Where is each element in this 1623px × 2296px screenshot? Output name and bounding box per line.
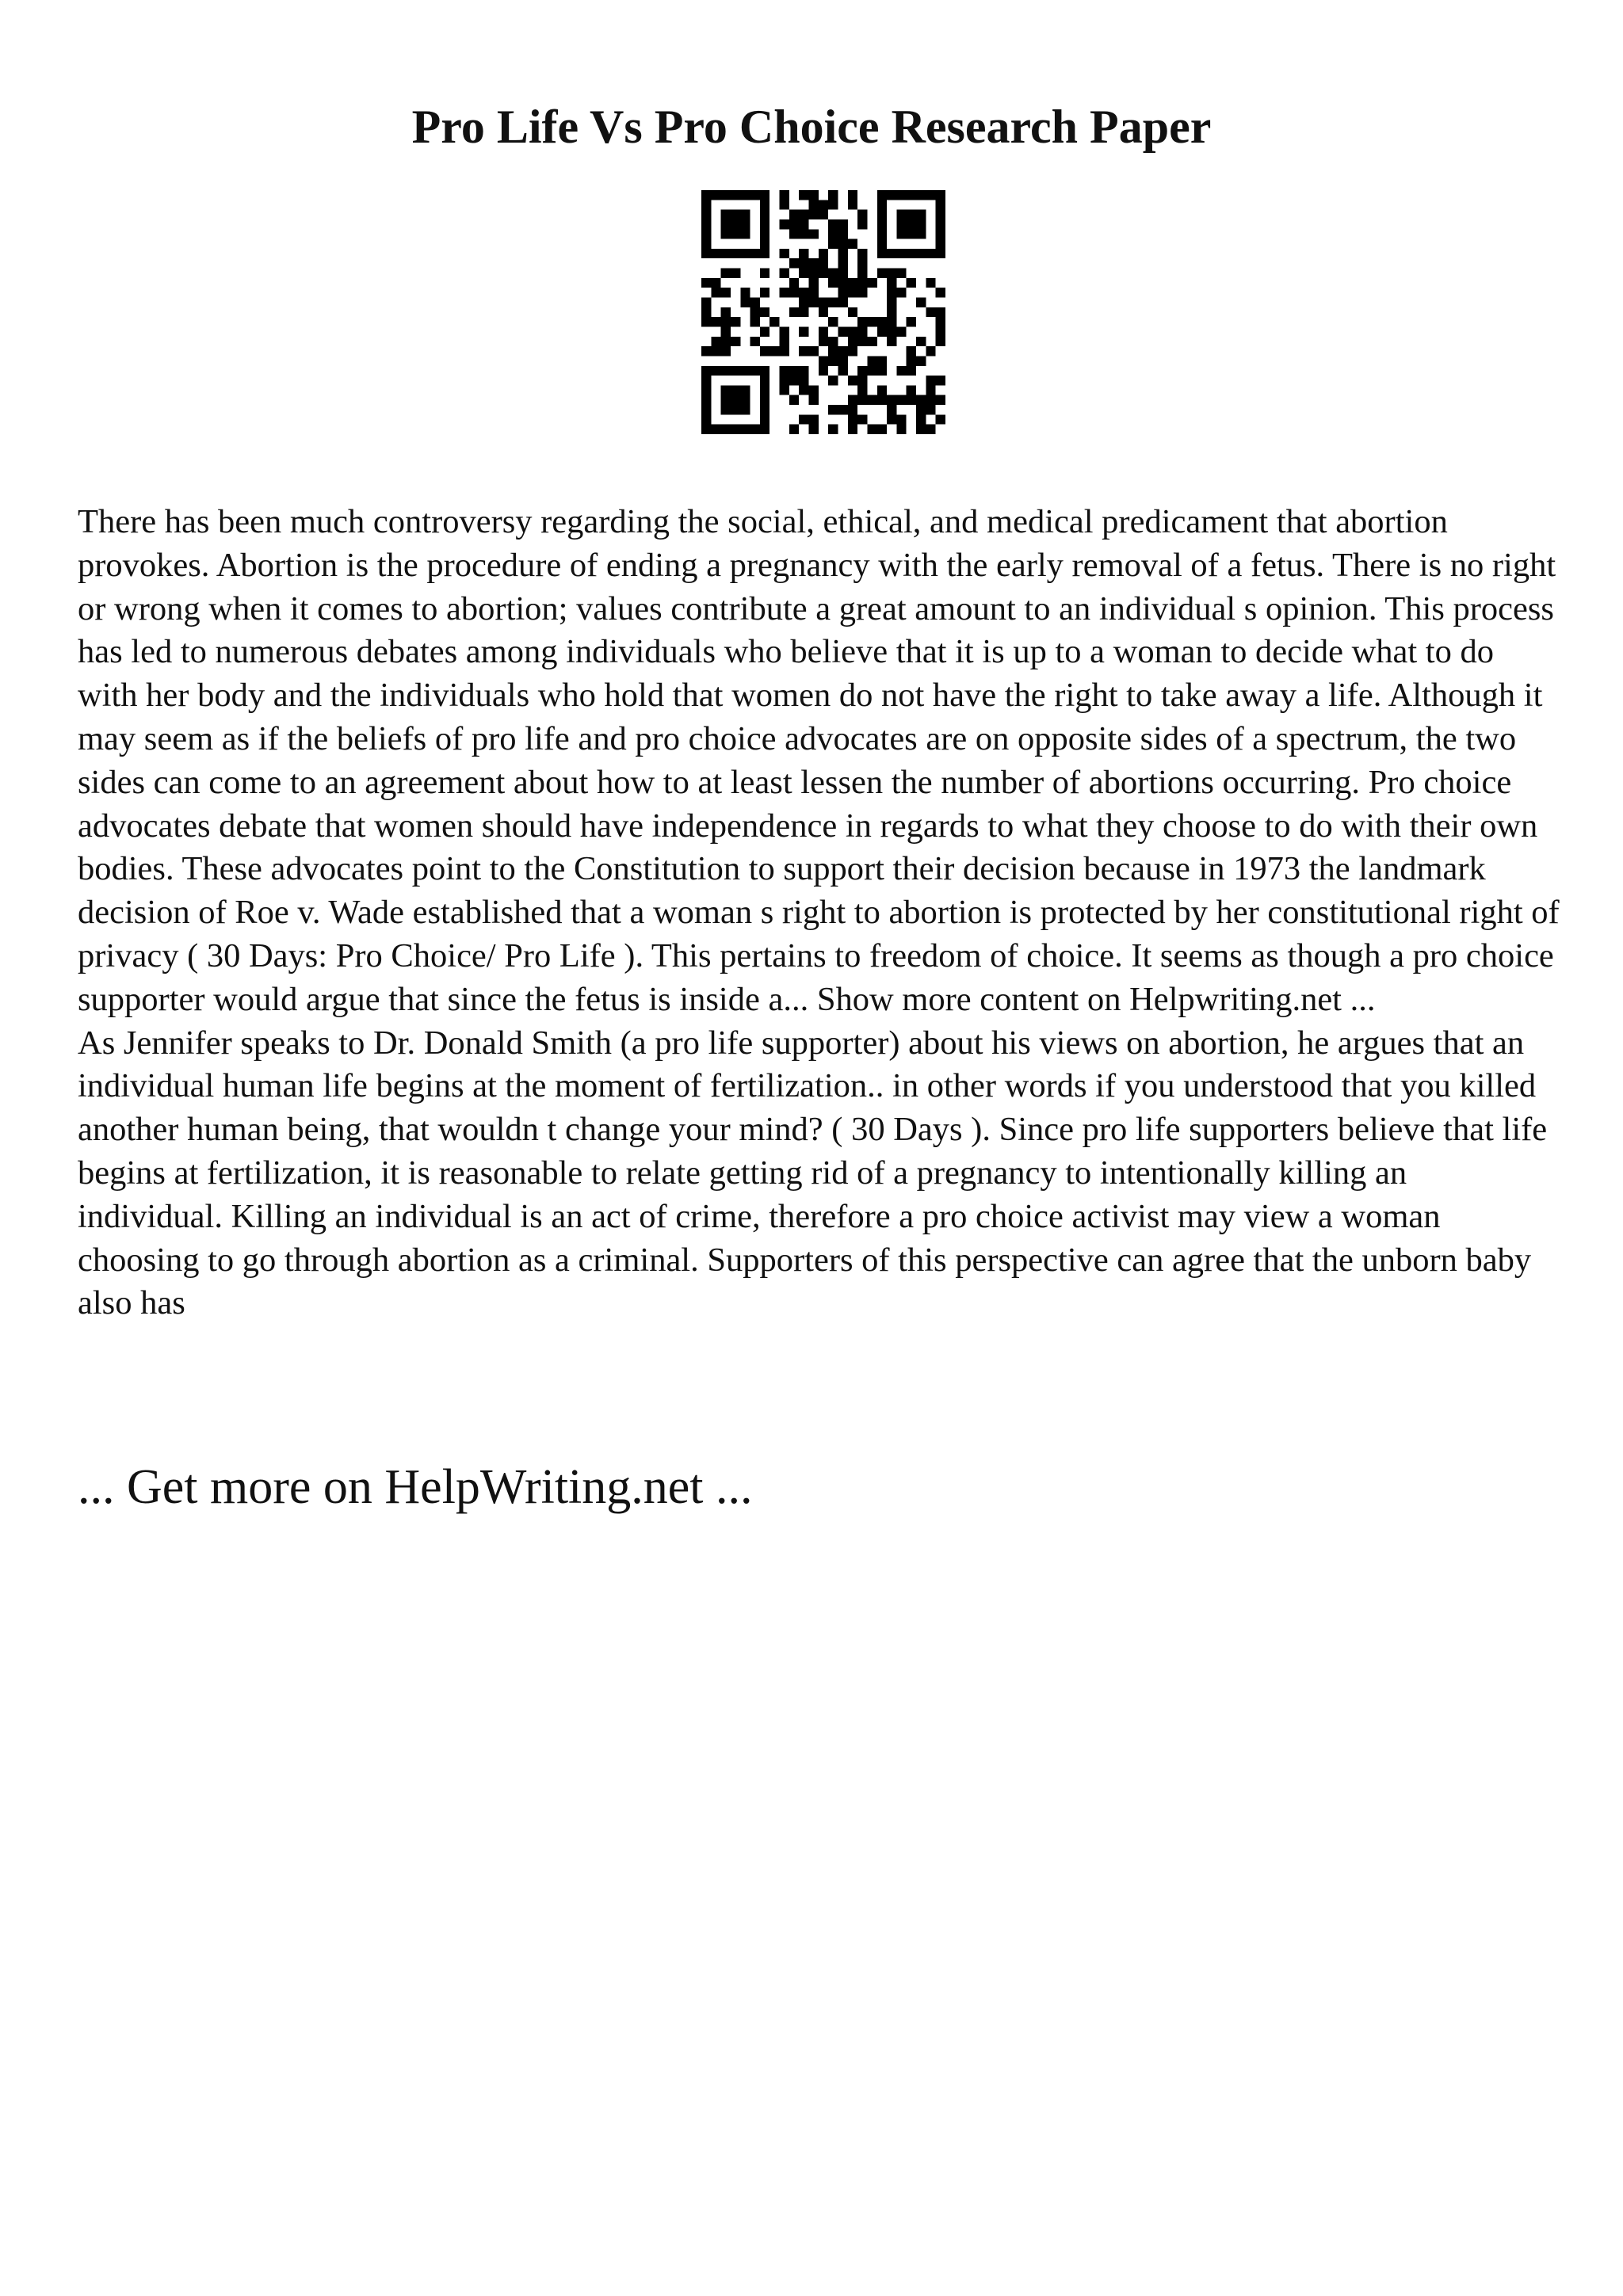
page-title: Pro Life Vs Pro Choice Research Paper xyxy=(411,101,1212,153)
body-text xyxy=(78,501,1560,1325)
paragraph-1: There has been much controversy regarding the social, ethical, and medical predicament that abortion provokes. Abortion is the procedure of ending a pregnancy with the early removal of a fetus. There is no right or wrong when it comes to abortion; values contribute a great amount to an individual s opinion. This process has led to numerous debates among individuals who believe that it is up to a woman to decide what to do with her body and the individuals who hold that women do not have the right to take away a life. Although it may seem as if the beliefs of pro life and pro choice advocates are on opposite sides of a spectrum, the two sides can come to an agreement about how to at least lessen the number of abortions occurring. Pro choice advocates debate that women should have independence in regards to what they choose to do with their own bodies. These advocates point to the Constitution to support their decision because in 1973 the landmark decision of Roe v. Wade established that a woman s right to abortion is protected by her constitutional right of privacy ( 30 Days: Pro Choice/ Pro Life ). This pertains to freedom of choice. It seems as though a pro choice supporter would argue that since the fetus is inside a... Show more content on Helpwriting.net ... xyxy=(78,503,1560,1018)
paragraph-2: As Jennifer speaks to Dr. Donald Smith (a pro life supporter) about his views on abortion, he argues that an individual human life begins at the moment of fertilization.. in other words if you understood that you killed another human being, that wouldn t change your mind? ( 30 Days ). Since pro life supporters believe that life begins at fertilization, it is reasonable to relate getting rid of a pregnancy to intentionally killing an individual. Killing an individual is an act of crime, therefore a pro choice activist may view a woman choosing to go through abortion as a criminal. Supporters of this perspective can agree that the unborn baby also has xyxy=(78,1024,1548,1322)
qr-code-icon xyxy=(701,190,945,434)
get-more-link[interactable]: ... Get more on HelpWriting.net ... xyxy=(78,1460,753,1514)
